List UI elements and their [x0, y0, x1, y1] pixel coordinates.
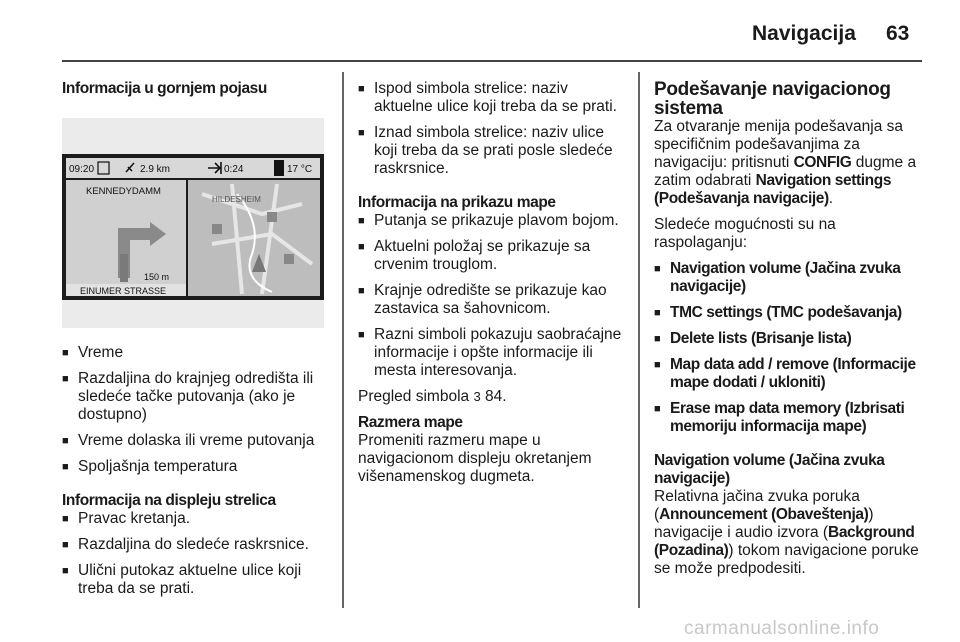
header-rule	[62, 60, 922, 62]
config-label: CONFIG	[793, 154, 852, 171]
list-item: ■ Ulični putokaz aktuelne ulice koji treba da se prati.	[62, 562, 330, 598]
list-item: ■ TMC settings (TMC podešavanja)	[654, 304, 924, 322]
arrow-info-list	[62, 510, 330, 598]
list-item: ■ Delete lists (Brisanje lista)	[654, 330, 924, 348]
scale-text: Promeniti razmeru mape u navigacionom displeju okretanjem višenamenskog dugmeta.	[358, 432, 592, 485]
section-heading-volume: Navigation volume (Jačina zvuka navigacije)	[654, 452, 885, 487]
overview-text: Pregled simbola	[358, 388, 470, 405]
intro-text: Za otvaranje menija podešavanja sa specifičnim podešavanjima za navigaciju: pritisnuti	[654, 118, 904, 171]
list-item: ■ Razdaljina do sledeće raskrsnice.	[62, 536, 330, 554]
screen-next-street: KENNEDYDAMM	[86, 186, 161, 197]
column-divider-1	[342, 72, 344, 608]
list-item: ■ Ispod simbola strelice: naziv aktuelne ulice koji treba da se prati.	[358, 80, 626, 116]
overview-page: 84.	[485, 388, 507, 405]
list-item: ■ Navigation volume (Jačina zvuka navigacije)	[654, 260, 924, 296]
options-list	[654, 260, 924, 436]
volume-text-part: ) tokom navigacione poruke se može predpodesiti.	[654, 542, 919, 577]
section-heading-scale: Razmera mape	[358, 414, 463, 431]
column-3	[654, 80, 924, 578]
announcement-label: Announcement (Obaveštenja)	[659, 506, 869, 523]
volume-text-part: ) navigacije i audio izvora (	[654, 506, 874, 541]
column-2	[358, 80, 626, 486]
screen-time: 09:20	[69, 164, 95, 175]
list-item: ■ Putanja se prikazuje plavom bojom.	[358, 212, 626, 230]
list-item: ■ Aktuelni položaj se prikazuje sa crvenim trouglom.	[358, 238, 626, 274]
page-number: 63	[886, 22, 910, 45]
poi-icon	[267, 212, 277, 222]
options-intro: Sledeće mogućnosti su na raspolaganju:	[654, 216, 836, 251]
screen-current-street: EINUMER STRASSE	[80, 286, 167, 296]
column-1	[62, 80, 330, 598]
screen-eta: 0:24	[224, 164, 244, 175]
poi-icon	[284, 254, 294, 264]
poi-icon	[212, 224, 222, 234]
header-title: Navigacija	[752, 22, 856, 45]
screen-temp: 17 °C	[287, 164, 313, 175]
nav-screen	[62, 154, 324, 300]
section-heading-settings: Podešavanje navigacionog sistema	[654, 79, 891, 119]
watermark: carmanualsonline.info	[684, 618, 880, 639]
list-item: ■ Map data add / remove (Informacije mape dodati / ukloniti)	[654, 356, 924, 392]
section-heading-arrow: Informacija na displeju strelica	[62, 492, 276, 509]
nav-settings-label: Navigation settings (Podešavanja navigacije)	[654, 172, 892, 207]
list-item: ■ Vreme	[62, 344, 330, 362]
list-item: ■ Krajnje odredište se prikazuje kao zastavica sa šahovnicom.	[358, 282, 626, 318]
screen-city: HILDESHEIM	[212, 195, 261, 204]
list-item: ■ Iznad simbola strelice: naziv ulice koji treba da se prati posle sledeće raskrsnice.	[358, 124, 626, 178]
page-ref-arrow-icon: 3	[473, 389, 481, 404]
list-item: ■ Spoljašnja temperatura	[62, 458, 330, 476]
intro-text: .	[828, 190, 834, 207]
list-item: ■ Erase map data memory (Izbrisati memoriju informacija mape)	[654, 400, 924, 436]
column-divider-2	[638, 72, 640, 608]
volume-text-part: Relativna jačina zvuka poruka (	[654, 488, 860, 523]
top-bar-list	[62, 344, 330, 476]
list-item: ■ Razni simboli pokazuju saobraćajne informacije i opšte informacije ili mesta interesovanja.	[358, 326, 626, 380]
settings-intro	[654, 118, 924, 208]
symbol-overview-ref	[358, 388, 626, 406]
section-heading-top-bar: Informacija u gornjem pojasu	[62, 80, 267, 97]
thermometer-icon	[274, 160, 284, 176]
list-item: ■ Vreme dolaska ili vreme putovanja	[62, 432, 330, 450]
screen-distance: 2.9 km	[140, 164, 171, 175]
volume-text	[654, 488, 924, 578]
list-item: ■ Pravac kretanja.	[62, 510, 330, 528]
list-item: ■ Razdaljina do krajnjeg odredišta ili sledeće tačke putovanja (ako je dostupno)	[62, 370, 330, 424]
section-heading-map: Informacija na prikazu mape	[358, 194, 556, 211]
intro-text: dugme a zatim odabrati	[654, 154, 917, 189]
nav-display-figure	[62, 118, 324, 328]
background-label: Background (Pozadina)	[654, 524, 915, 559]
screen-turn-distance: 150 m	[144, 272, 170, 282]
